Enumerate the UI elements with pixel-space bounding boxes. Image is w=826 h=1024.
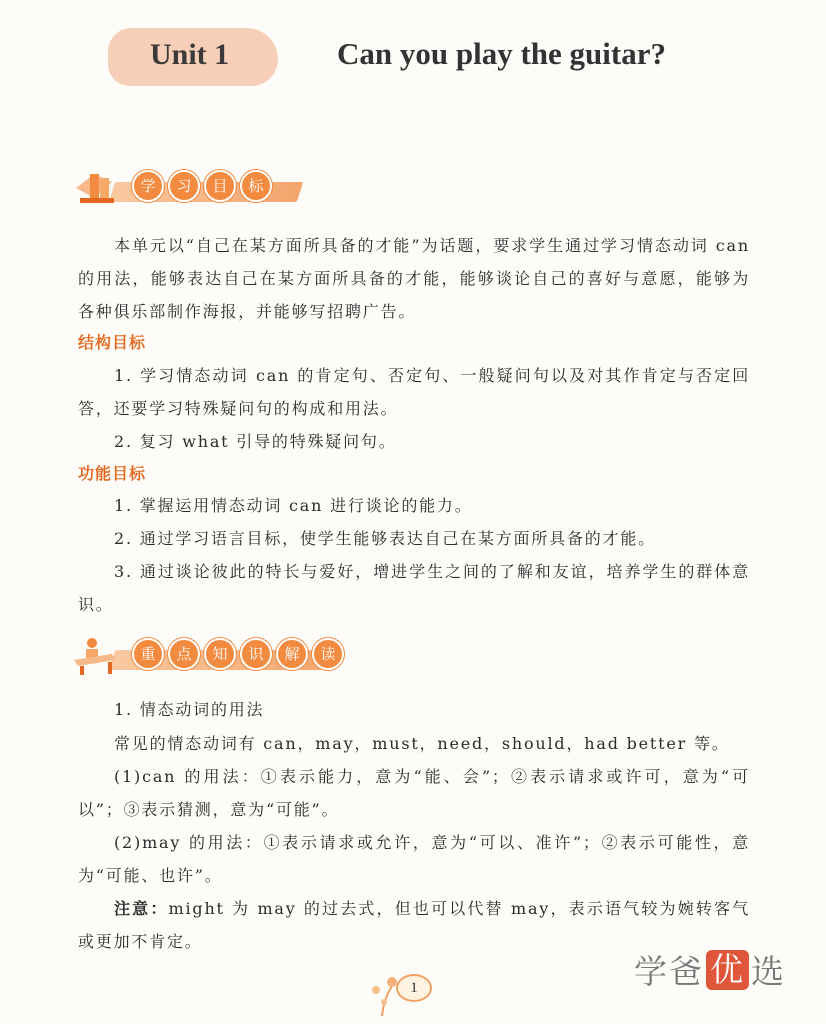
watermark-logo [634, 946, 786, 993]
flower-decoration-icon [362, 968, 402, 1018]
modal-verbs-list: 常见的情态动词有 can，may，must，need，should，had better 等。 [114, 734, 730, 753]
banner-char: 识 [240, 638, 272, 670]
student-desk-icon [72, 636, 120, 676]
banner-char: 读 [312, 638, 344, 670]
banner-char: 重 [132, 638, 164, 670]
section-banner-key-knowledge [72, 636, 334, 676]
watermark-text: 学爸 [634, 952, 704, 991]
banner-char: 解 [276, 638, 308, 670]
function-goals-heading: 功能目标 [78, 464, 147, 483]
banner-char: 标 [240, 170, 272, 202]
knowledge-item-title: 1. 情态动词的用法 [114, 700, 265, 719]
banner-char: 习 [168, 170, 200, 202]
books-icon [72, 168, 120, 208]
unit-label: Unit 1 [150, 38, 230, 71]
function-goal-item: 1. 掌握运用情态动词 can 进行谈论的能力。 [114, 496, 473, 515]
intro-paragraph: 本单元以“自己在某方面所具备的才能”为话题，要求学生通过学习情态动词 can 的用法，能够表达自己在某方面所具备的才能，能够谈论自己的喜好与意愿，能够为各种俱乐部制作海报，并能够写招聘广告。 [78, 236, 750, 321]
banner-char: 点 [168, 638, 200, 670]
section-banner-learning-goals [72, 168, 300, 208]
page-number: 1 [396, 974, 432, 1002]
banner-char: 学 [132, 170, 164, 202]
function-goal-item: 2. 通过学习语言目标，使学生能够表达自己在某方面所具备的才能。 [114, 529, 656, 548]
page-title: Can you play the guitar? [337, 36, 666, 71]
may-usage-paragraph: (2)may 的用法：①表示请求或允许，意为“可以、准许”；②表示可能性，意为“可能、也许”。 [78, 833, 750, 885]
watermark-text: 选 [751, 952, 786, 991]
structure-goal-item: 2. 复习 what 引导的特殊疑问句。 [114, 432, 397, 451]
note-text: might 为 may 的过去式，但也可以代替 may，表示语气较为婉转客气或更加不肯定。 [78, 899, 750, 951]
banner-char: 目 [204, 170, 236, 202]
watermark-badge: 优 [706, 950, 749, 990]
banner-char: 知 [204, 638, 236, 670]
structure-goals-heading: 结构目标 [78, 333, 147, 352]
can-usage-paragraph: (1)can 的用法：①表示能力，意为“能、会”；②表示请求或许可，意为“可以”；③表示猜测，意为“可能”。 [78, 767, 750, 819]
function-goal-item: 3. 通过谈论彼此的特长与爱好，增进学生之间的了解和友谊，培养学生的群体意识。 [78, 562, 750, 614]
structure-goal-item: 1. 学习情态动词 can 的肯定句、否定句、一般疑问句以及对其作肯定与否定回答，还要学习特殊疑问句的构成和用法。 [78, 366, 750, 418]
note-label: 注意： [114, 899, 169, 918]
